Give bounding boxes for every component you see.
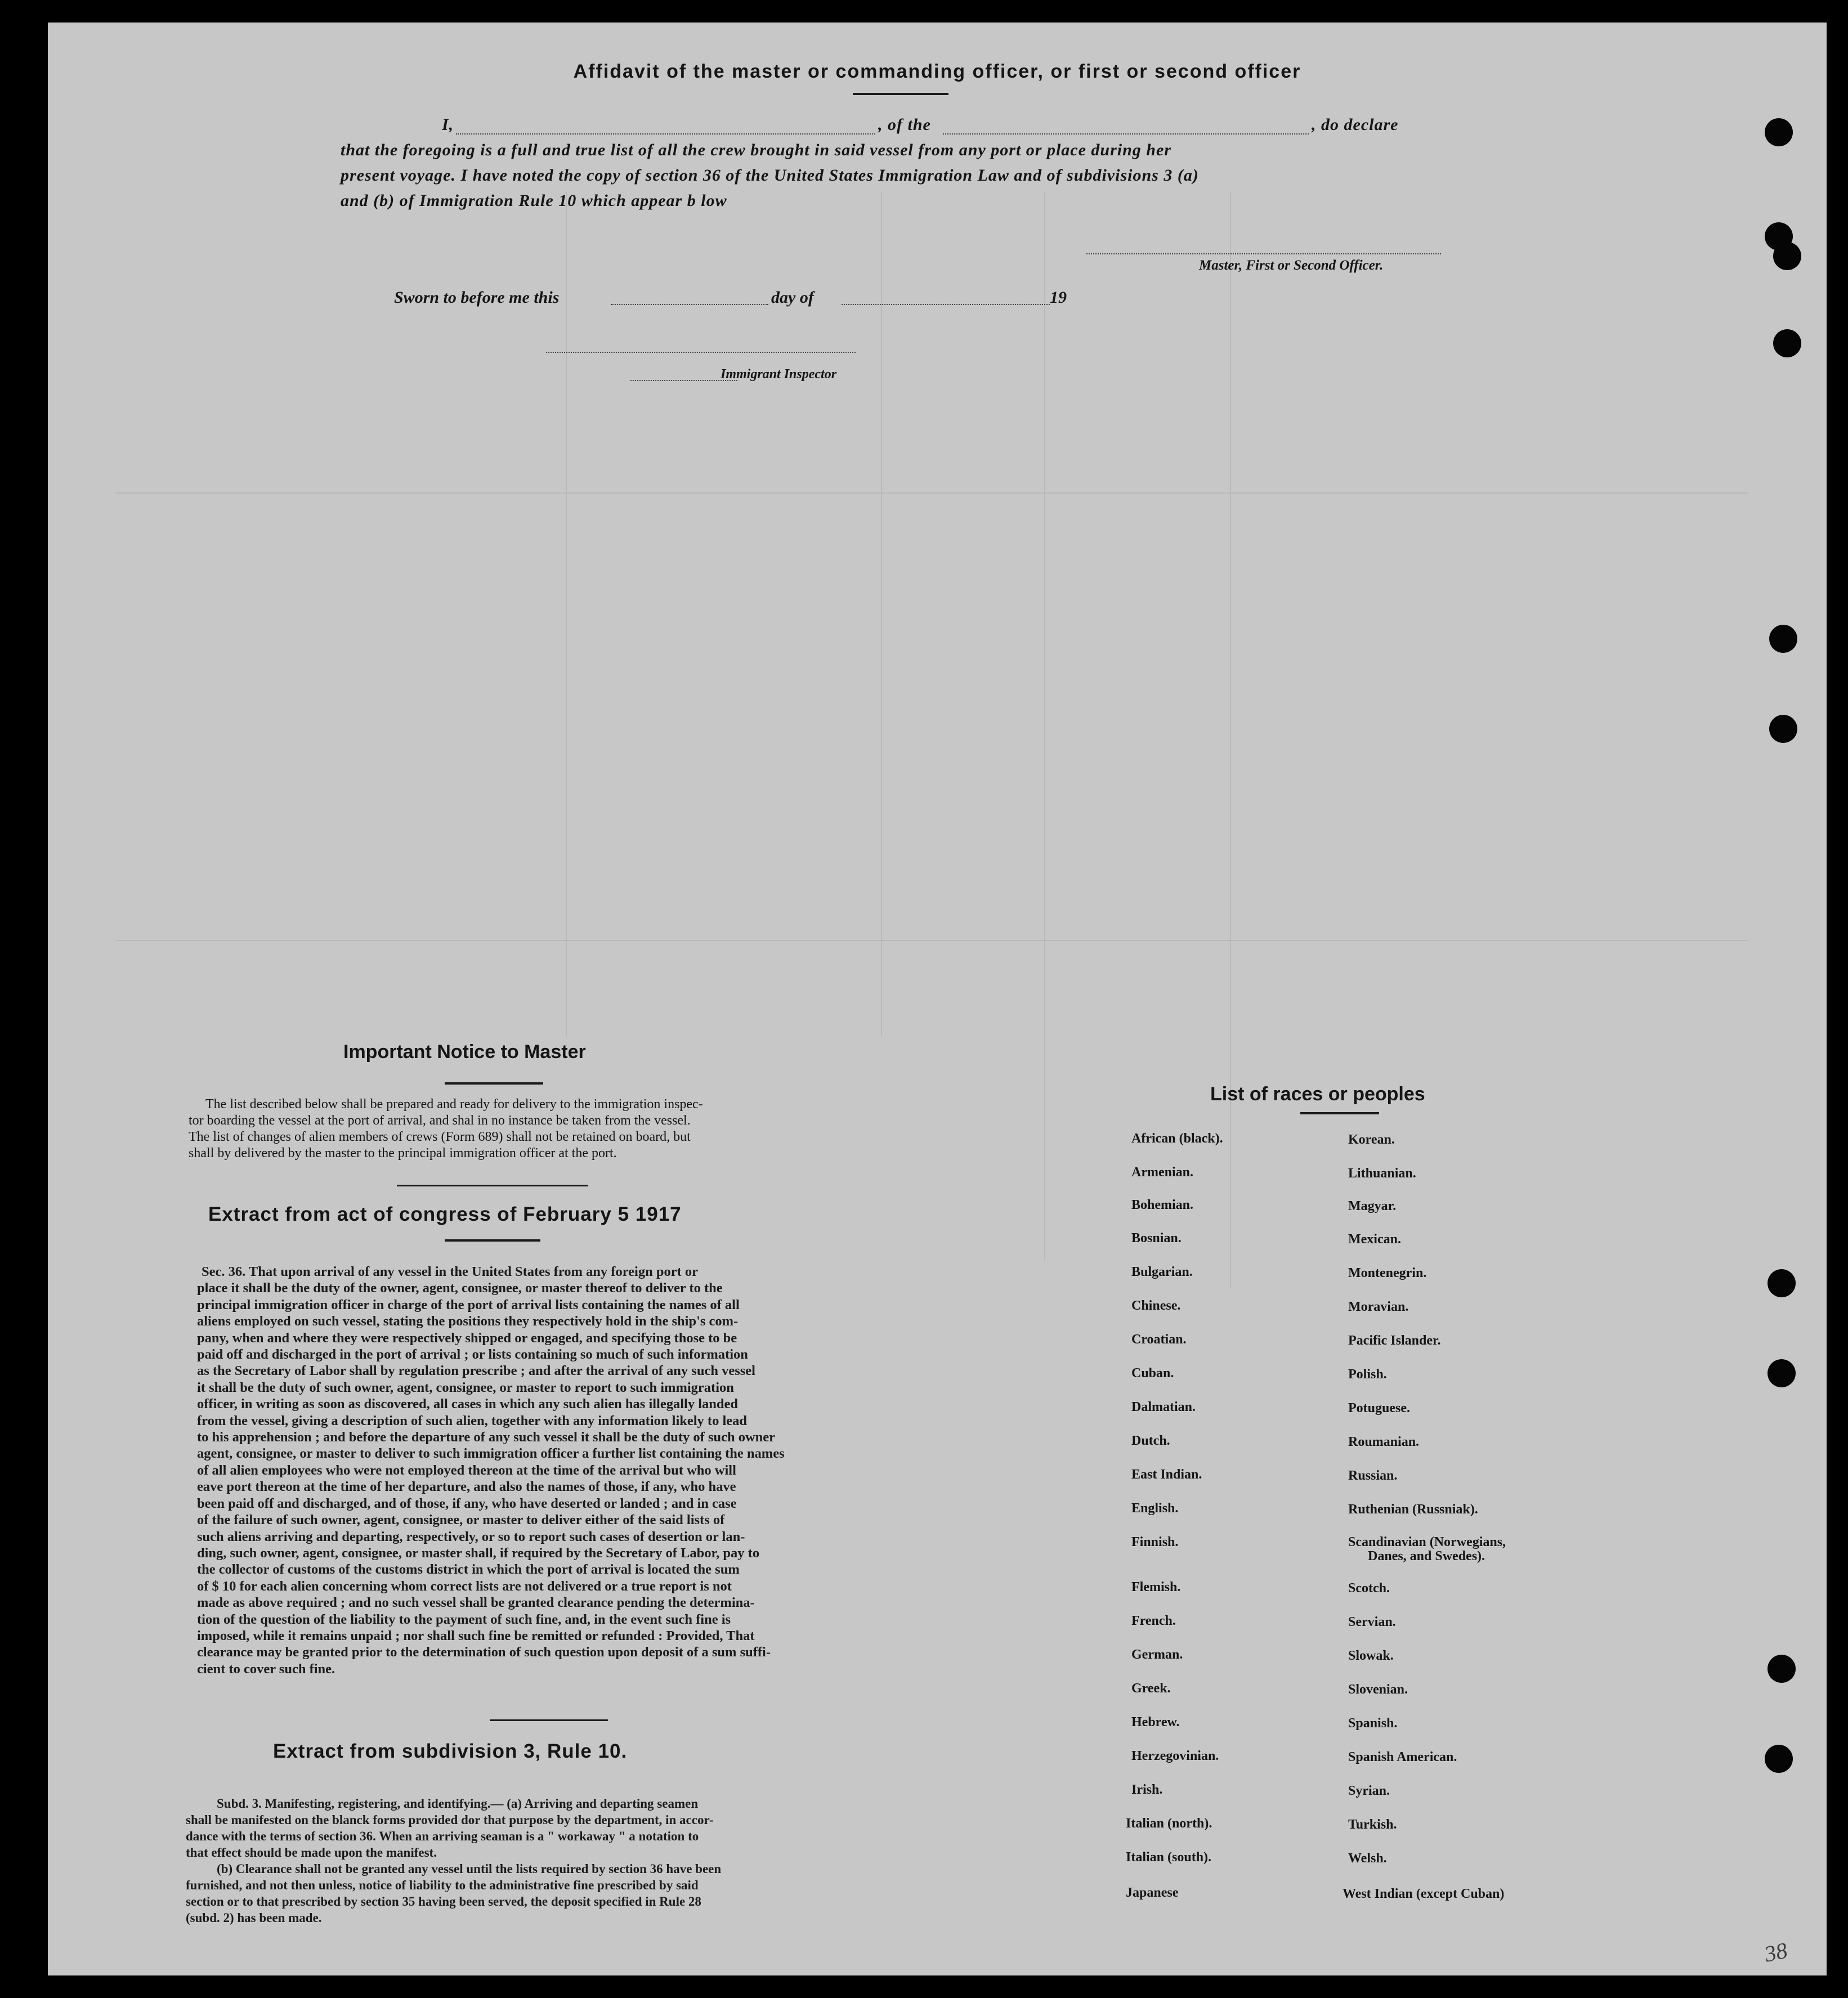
race-item: Pacific Islander.: [1348, 1333, 1441, 1348]
inspector-signature-blank: [546, 352, 856, 353]
act-line: pany, when and where they were respectively shipped or engaged, and specifying those to be: [197, 1330, 737, 1346]
race-item: Potuguese.: [1348, 1401, 1410, 1415]
act-line: to his apprehension ; and before the departure of any such vessel it shall be the duty of such owner: [197, 1430, 776, 1445]
race-item: East Indian.: [1131, 1467, 1202, 1482]
notice-underline: [445, 1082, 543, 1085]
act-line: imposed, while it remains unpaid ; nor shall such fine be remitted or refunded : Provided, That: [197, 1628, 755, 1643]
act-line: ding, such owner, agent, consignee, or master shall, if required by the Secretary of Labor, pay to: [197, 1545, 760, 1561]
act-line: principal immigration officer in charge of the port of arrival lists containing the names of all: [197, 1297, 740, 1312]
act-line: made as above required ; and no such vessel shall be granted clearance pending the determina-: [197, 1595, 755, 1611]
race-item: Russian.: [1348, 1468, 1398, 1483]
act-line: of $ 10 for each alien concerning whom correct lists are not delivered or a true report is not: [197, 1578, 732, 1594]
race-item: Italian (north).: [1126, 1816, 1212, 1831]
race-item: Spanish American.: [1348, 1750, 1457, 1764]
rule-title: Extract from subdivision 3, Rule 10.: [273, 1740, 628, 1762]
race-item: Slovenian.: [1348, 1682, 1408, 1697]
act-line: from the vessel, giving a description of such alien, together with any information likely to lead: [197, 1413, 748, 1428]
race-item: Italian (south).: [1126, 1850, 1212, 1865]
notice-line: shall by delivered by the master to the principal immigration officer at the port.: [189, 1146, 617, 1161]
act-line: the collector of customs of the customs district in which the port of arrival is located the sum: [197, 1562, 740, 1578]
race-item: Scotch.: [1348, 1581, 1390, 1596]
race-item: Korean.: [1348, 1132, 1395, 1147]
race-item: Spanish.: [1348, 1716, 1398, 1731]
binder-hole: [1773, 329, 1801, 357]
race-item: Turkish.: [1348, 1817, 1397, 1832]
act-underline: [445, 1239, 540, 1242]
races-title: List of races or peoples: [1210, 1083, 1425, 1105]
act-line: as the Secretary of Labor shall by regulation prescribe ; and after the arrival of any such vessel: [197, 1363, 755, 1379]
act-title: Extract from act of congress of February 5 1917: [208, 1203, 682, 1225]
race-item: Bohemian.: [1131, 1198, 1194, 1212]
race-item: Hebrew.: [1131, 1715, 1180, 1730]
act-line: officer, in writing as soon as discovered, all cases in which any such alien has illegally landed: [197, 1396, 739, 1412]
act-line: clearance may be granted prior to the determination of such question upon deposit of a sum suffi-: [197, 1645, 771, 1660]
races-underline: [1300, 1112, 1379, 1114]
rule-line: (subd. 2) has been made.: [186, 1911, 322, 1925]
race-item: Bulgarian.: [1131, 1265, 1193, 1279]
rule-line: Subd. 3. Manifesting, registering, and identifying.— (a) Arriving and departing seamen: [217, 1797, 699, 1811]
act-line: cient to cover such fine.: [197, 1661, 335, 1677]
signature-blank: [1086, 253, 1441, 254]
notice-title: Important Notice to Master: [343, 1041, 586, 1063]
race-item: Chinese.: [1131, 1298, 1181, 1313]
binder-hole: [1765, 118, 1793, 146]
act-line: place it shall be the duty of the owner, agent, consignee, or master thereof to deliver to the: [197, 1280, 723, 1296]
notice-body: [189, 1096, 864, 1162]
day-blank: [611, 304, 768, 305]
binder-hole: [1768, 1269, 1796, 1297]
act-line: of the failure of such owner, agent, consignee, or master to deliver either of the said lists of: [197, 1512, 725, 1528]
affidavit-i: I,: [442, 115, 454, 134]
act-divider: [490, 1719, 608, 1721]
race-item: English.: [1131, 1501, 1179, 1516]
rule-line: furnished, and not then unless, notice of liability to the administrative fine prescribed by said: [186, 1878, 699, 1892]
race-item: Slowak.: [1348, 1648, 1394, 1663]
act-line: such aliens arriving and departing, respectively, or so to report such cases of desertion or lan-: [197, 1529, 745, 1544]
race-item: Flemish.: [1131, 1580, 1181, 1594]
notice-line: tor boarding the vessel at the port of arrival, and shal in no instance be taken from the vessel.: [189, 1113, 691, 1128]
notice-line: The list described below shall be prepared and ready for delivery to the immigration inspec-: [205, 1097, 703, 1112]
binder-hole: [1768, 1655, 1796, 1683]
affidavit-line-3: present voyage. I have noted the copy of section 36 of the United States Immigration Law and of subdivisions 3 (a): [341, 166, 1199, 185]
race-item: Danes, and Swedes).: [1368, 1549, 1485, 1564]
race-item: Syrian.: [1348, 1784, 1390, 1798]
race-item: West Indian (except Cuban): [1343, 1887, 1505, 1901]
act-line: of all alien employees who were not employed thereon at the time of the arrival but who will: [197, 1462, 736, 1478]
affidavit-line-4: and (b) of Immigration Rule 10 which appear b low: [341, 191, 727, 210]
sworn-year: 19: [1050, 288, 1067, 307]
race-item: Greek.: [1131, 1681, 1171, 1696]
rule-line: section or to that prescribed by section 35 having been served, the deposit specified in Rule 28: [186, 1894, 701, 1909]
binder-hole: [1768, 1359, 1796, 1387]
page-mark: 38: [1762, 1937, 1790, 1967]
act-line: eave port thereon at the time of her departure, and also the names of those, if any, who have: [197, 1479, 736, 1495]
binder-hole: [1769, 715, 1797, 743]
month-blank: [842, 304, 1050, 305]
signature-caption: Master, First or Second Officer.: [1199, 258, 1384, 273]
binder-hole: [1765, 1745, 1793, 1773]
binder-hole: [1773, 242, 1801, 270]
name-blank: [456, 133, 875, 135]
race-item: Montenegrin.: [1348, 1266, 1427, 1280]
race-item: Mexican.: [1348, 1232, 1401, 1247]
affidavit-of-the: , of the: [878, 115, 931, 134]
race-item: Finnish.: [1131, 1535, 1179, 1549]
rule-body: [186, 1795, 864, 1926]
act-line: tion of the question of the liability to the payment of such fine, and, in the event such fine is: [197, 1611, 731, 1627]
act-line: agent, consignee, or master to deliver to such immigration officer a further list containing the names: [197, 1446, 785, 1462]
title-underline: [853, 93, 948, 95]
inspector-caption: Immigrant Inspector: [721, 367, 837, 382]
race-item: Cuban.: [1131, 1366, 1174, 1381]
act-line: Sec. 36. That upon arrival of any vessel in the United States from any foreign port or: [202, 1264, 698, 1279]
affidavit-line-2: that the foregoing is a full and true list of all the crew brought in said vessel from any port or place during her: [341, 141, 1171, 159]
race-item: Lithuanian.: [1348, 1166, 1416, 1181]
race-item: Croatian.: [1131, 1332, 1187, 1347]
race-item: French.: [1131, 1614, 1176, 1628]
manifest-page: [48, 23, 1827, 1975]
race-item: Irish.: [1131, 1782, 1163, 1797]
race-item: Polish.: [1348, 1367, 1387, 1382]
race-item: Bosnian.: [1131, 1231, 1182, 1246]
race-item: Magyar.: [1348, 1199, 1397, 1213]
affidavit-do-declare: , do declare: [1312, 115, 1399, 134]
race-item: Roumanian.: [1348, 1435, 1420, 1449]
race-item: Dalmatian.: [1131, 1400, 1196, 1414]
race-item: Herzegovinian.: [1131, 1749, 1219, 1763]
notice-divider: [397, 1185, 588, 1186]
race-item: Ruthenian (Russniak).: [1348, 1502, 1478, 1517]
sworn-text: Sworn to before me this: [394, 288, 560, 307]
act-line: aliens employed on such vessel, stating the positions they respectively hold in the ship's com-: [197, 1314, 739, 1329]
vessel-blank: [943, 133, 1309, 135]
race-item: Moravian.: [1348, 1300, 1409, 1314]
rule-line: shall be manifested on the blanck forms provided dor that purpose by the department, in accor-: [186, 1813, 714, 1827]
act-body: [197, 1264, 864, 1677]
race-item: Welsh.: [1348, 1851, 1387, 1866]
race-item: German.: [1131, 1647, 1183, 1662]
race-item: Armenian.: [1131, 1165, 1193, 1180]
notice-line: The list of changes of alien members of crews (Form 689) shall not be retained on board, but: [189, 1130, 691, 1144]
sworn-day-of: day of: [771, 288, 814, 307]
act-line: it shall be the duty of such owner, agent, consignee, or master to report to such immigration: [197, 1379, 734, 1395]
race-item: African (black).: [1131, 1131, 1223, 1146]
rule-line: dance with the terms of section 36. When an arriving seaman is a " workaway " a notation to: [186, 1829, 699, 1843]
act-line: been paid off and discharged, and of those, if any, who have deserted or landed ; and in case: [197, 1495, 737, 1511]
act-line: paid off and discharged in the port of arrival ; or lists containing so much of such information: [197, 1347, 748, 1363]
rule-line: (b) Clearance shall not be granted any vessel until the lists required by section 36 have been: [217, 1862, 722, 1876]
race-item: Dutch.: [1131, 1433, 1170, 1448]
race-item: Scandinavian (Norwegians,: [1348, 1535, 1506, 1549]
race-item: Servian.: [1348, 1615, 1396, 1629]
affidavit-title: Affidavit of the master or commanding officer, or first or second officer: [573, 61, 1301, 82]
binder-hole: [1769, 625, 1797, 653]
race-item: Japanese: [1126, 1885, 1179, 1900]
rule-line: that effect should be made upon the manifest.: [186, 1845, 437, 1860]
